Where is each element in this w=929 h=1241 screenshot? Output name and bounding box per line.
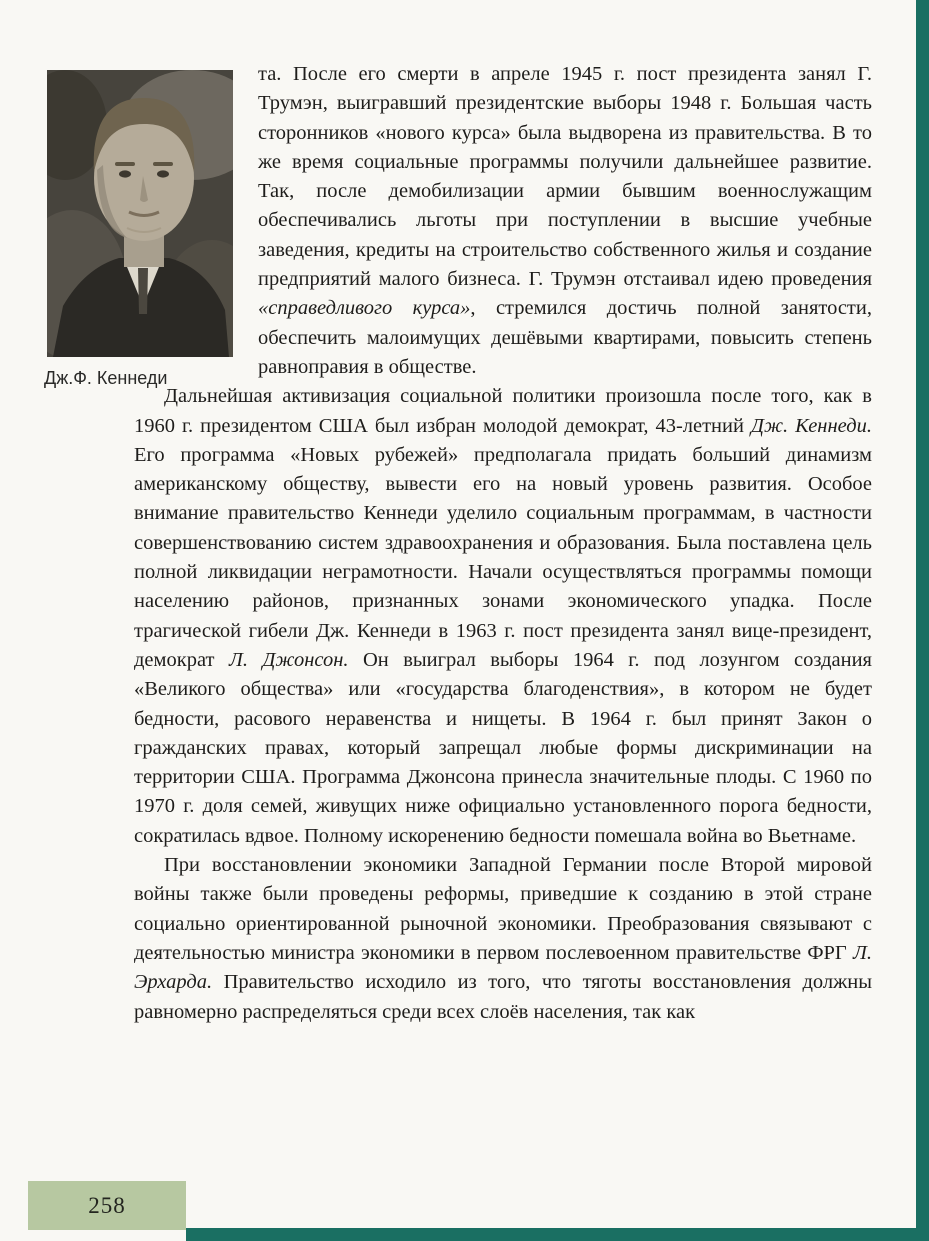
paragraph-truman: та. После его смерти в апреле 1945 г. пост президента занял Г. Трумэн, выигравший президентские выборы 1948 г. Большая часть сторонников «нового курса» была выдворена из правительства. В то же время социальные программы получили дальнейшее развитие. Так, после демобилизации армии бывшим военнослужащим обеспечивались льготы при поступлении в высшие учебные заведения, кредиты на строительство собственного жилья и создание предприятий малого бизнеса. Г. Трумэн отстаивал идею проведения «справедливого курса», стремился достичь полной занятости, обеспечить малоимущих дешёвыми квартирами, повысить степень равноправия в обществе. <box>258 63 872 378</box>
page-edge-border-bottom <box>186 1228 929 1241</box>
page-edge-border-right <box>916 0 929 1241</box>
page-number-box <box>28 1181 186 1230</box>
page-number: 258 <box>88 1192 126 1218</box>
page-text-block <box>134 60 872 1027</box>
paragraph-kennedy-johnson: Дальнейшая активизация социальной политики произошла после того, как в 1960 г. президентом США был избран молодой демократ, 43-летний Дж. Кеннеди. Его программа «Новых рубежей» предполагала придать больший динамизм американскому обществу, вывести его на новый уровень развития. Особое внимание правительство Кеннеди уделило социальным программам, в частности совершенствованию систем здравоохранения и образования. Была поставлена цель полной ликвидации неграмотности. Начали осуществляться программы помощи населению районов, признанных зонами экономического упадка. После трагической гибели Дж. Кеннеди в 1963 г. пост президента занял вице-президент, демократ Л. Джонсон. Он выиграл выборы 1964 г. под лозунгом создания «Великого общества» или «государства благоденствия», в котором не будет бедности, расового неравенства и нищеты. В 1964 г. был принят Закон о гражданских правах, который запрещал любые формы дискриминации на территории США. Программа Джонсона принесла значительные плоды. С 1960 по 1970 г. доля семей, живущих ниже официально установленного порога бедности, сократилась вдвое. Полному искоренению бедности помешала война во Вьетнаме. <box>134 385 872 847</box>
photo-caption: Дж.Ф. Кеннеди <box>44 368 168 388</box>
paragraph-germany-erhard: При восстановлении экономики Западной Германии после Второй мировой войны также были проведены реформы, приведшие к созданию в этой стране социально ориентированной рыночной экономики. Преобразования связывают с деятельностью министра экономики в первом послевоенном правительстве ФРГ Л. Эрхарда. Правительство исходило из того, что тяготы восстановления должны равномерно распределяться среди всех слоёв населения, так как <box>134 854 872 1023</box>
